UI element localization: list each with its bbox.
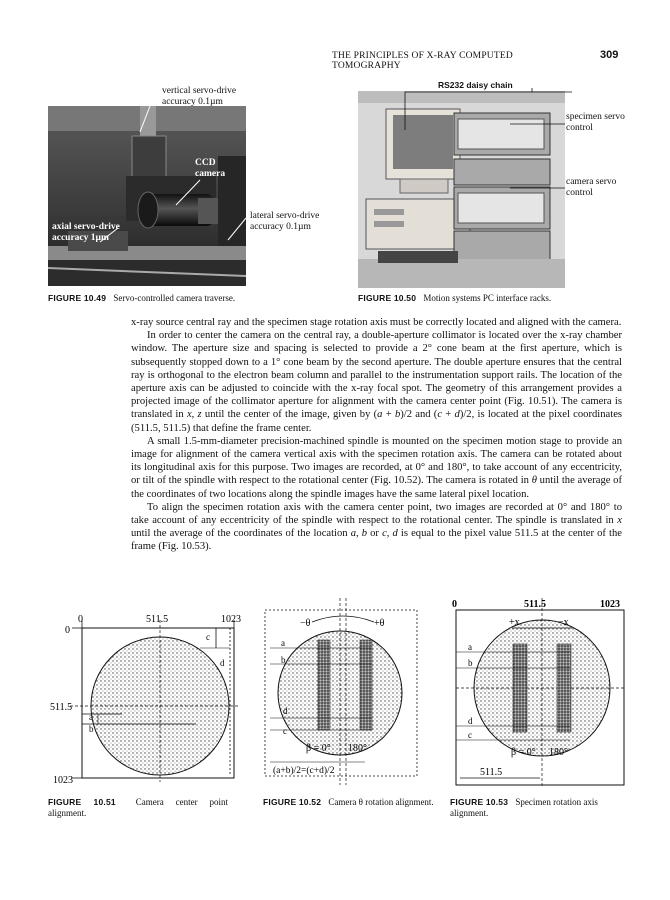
axis-ymax: 1023 (53, 775, 73, 786)
axis-ymid: 511.5 (50, 702, 73, 713)
paragraph: In order to center the camera on the central ray, a double-aperture collimator is located over the x-ray chamber window. The aperture size and spacing is selected to provide a 2° cone beam at the first aperture, which is subsequently stopped down to a 1° cone beam by the second aperture. The double aperture ensures that the central ray is orthogonal to the electron beam column and parallel to the instrumentation support rails. The location of the aperture axis can be adjusted to coincide with the x-ray focal spot. The geometry of this arrangement provides a projected image of the collimator aperture for alignment with the camera center point (Fig. 10.51). The camera is translated in x, z until the center of the image, given by (a + b)/2 and (c + d)/2, is located at the pixel coordinates (511.5, 511.5) that define the frame center. (131, 330, 623, 434)
axis-xmid: 511.5 (146, 614, 169, 625)
caption-text: Specimen rotation axis alignment. (450, 797, 598, 818)
caption-number: FIGURE 10.49 (48, 293, 107, 303)
caption-number: FIGURE 10.52 (263, 797, 322, 807)
minus-x: −x (558, 617, 569, 628)
label-camera-servo: camera servo control (566, 177, 617, 198)
theta-minus: −θ (300, 618, 311, 629)
mark-c: c (283, 726, 287, 736)
axis-x0: 0 (452, 599, 457, 610)
paragraph: A small 1.5-mm-diameter precision-machined spindle is mounted on the specimen motion stage to provide an image for alignment of the camera vertical axis with the specimen rotation axis. The camera can be rotated about its longitudinal axis for this purpose. Two images are recorded, at 0° and 180°, to take account of any eccentricity, or tilt of the spindle with respect to the rotational center (Fig. 10.52). The camera is rotated in θ until the average of the coordinates of two locations along the spindle images have the same lateral pixel location. (131, 435, 623, 500)
label-specimen-servo: specimen servo control (566, 112, 625, 133)
alignment-diagrams (0, 590, 670, 795)
body-text (131, 316, 622, 554)
figure-10-51-caption (48, 797, 228, 819)
mark-d: d (468, 716, 473, 726)
mark-a: a (468, 642, 472, 652)
mark-a: a (89, 712, 93, 722)
caption-text: Camera center point alignment. (48, 797, 228, 818)
label-axial-servo: axial servo-drive accuracy 1µm (52, 222, 120, 243)
mark-d: d (283, 706, 288, 716)
caption-text: Camera θ rotation alignment. (328, 797, 434, 807)
label-vertical-servo: vertical servo-drive accuracy 0.1µm (162, 86, 237, 107)
figure-10-53-diagram (452, 598, 624, 786)
formula: (a+b)/2=(c+d)/2 (273, 766, 335, 776)
beta-angle: β = 0° (306, 743, 331, 754)
mark-c: c (206, 632, 210, 642)
axis-y0: 0 (65, 625, 70, 636)
mark-d: d (220, 658, 225, 668)
label-rs232-daisy-chain: RS232 daisy chain (438, 80, 513, 90)
mark-b: b (468, 658, 473, 668)
figure-10-53-caption (450, 797, 630, 819)
plus-x: +x (509, 617, 520, 628)
axis-xmax: 1023 (600, 599, 620, 610)
mark-a: a (281, 638, 285, 648)
axis-xmax: 1023 (221, 614, 241, 625)
paragraph: x-ray source central ray and the specimen stage rotation axis must be correctly located and aligned with the camera. (131, 317, 622, 328)
mark-b: b (281, 655, 286, 665)
mark-b: b (89, 724, 94, 734)
axis-x0: 0 (78, 614, 83, 625)
caption-text: Motion systems PC interface racks. (423, 293, 552, 303)
figure-10-50-caption (358, 293, 628, 304)
axis-xmid: 511.5 (524, 599, 546, 610)
mark-c: c (468, 730, 472, 740)
angle-180: 180° (348, 743, 367, 754)
figure-10-50-leader-lines (0, 0, 670, 320)
figure-10-52-diagram (265, 598, 417, 785)
theta-plus: +θ (374, 618, 385, 629)
figure-10-51-diagram (50, 614, 241, 786)
figure-10-52-caption (263, 797, 439, 808)
label-ccd-camera: CCD camera (195, 158, 226, 179)
label-lateral-servo: lateral servo-drive accuracy 0.1µm (250, 211, 320, 232)
caption-number: FIGURE 10.53 (450, 797, 509, 807)
paragraph: To align the specimen rotation axis with the camera center point, two images are recorded at 0° and 180° to take account of any eccentricity of the spindle with respect to the rotational center. The spindle is translated in x until the average of the coordinates of the location a, b or c, d is equal to the pixel value 511.5 at the center of the frame (Fig. 10.53). (131, 501, 622, 553)
running-header: THE PRINCIPLES OF X-RAY COMPUTED TOMOGRAPHY (332, 51, 513, 71)
page-number: 309 (600, 49, 619, 61)
caption-text: Servo-controlled camera traverse. (113, 293, 236, 303)
angle-180: 180° (549, 747, 568, 758)
beta-angle: β = 0° (511, 747, 536, 758)
bottom-value: 511.5 (480, 767, 503, 778)
caption-number: FIGURE 10.51 (48, 797, 116, 807)
caption-number: FIGURE 10.50 (358, 293, 417, 303)
